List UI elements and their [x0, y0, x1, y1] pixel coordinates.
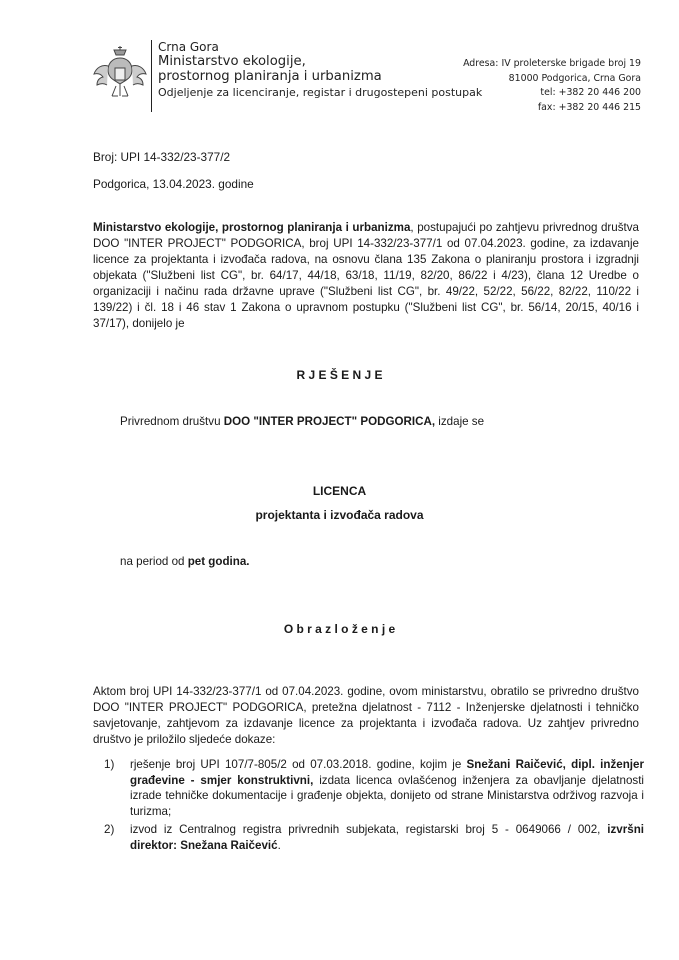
- ministry-bold: Ministarstvo ekologije, prostornog planiranja i urbanizma: [93, 221, 411, 234]
- company-name: DOO "INTER PROJECT" PODGORICA,: [223, 415, 436, 428]
- period-bold: pet godina.: [187, 555, 250, 568]
- institution-block: [158, 40, 482, 100]
- period-pre: na period od: [120, 555, 188, 568]
- document-number: Broj: UPI 14-332/23-377/2: [93, 150, 231, 164]
- reasoning-paragraph: Aktom broj UPI 14-332/23-377/1 od 07.04.2023. godine, ovom ministarstvu, obratilo se privredno društvo DOO "INTER PROJECT" PODGORICA, pretežna djelatnost - 7112 - Inženjerske djelatnosti i tehničko savjetovanje, zahtjevom za izdavanje licence za projektanta i izvođača radova. Uz zahtjev privredno društvo je priložilo sljedeće dokaze:: [93, 685, 639, 746]
- ministry-name-line2: prostornog planiranja i urbanizma: [158, 69, 382, 85]
- place-date: Podgorica, 13.04.2023. godine: [93, 177, 254, 191]
- proofs-list: [104, 757, 644, 856]
- list-item: [104, 822, 644, 853]
- proof-bold: izvršni direktor: Snežana Raičević: [130, 823, 644, 852]
- proof-text-post: .: [277, 838, 281, 852]
- license-subtitle: projektanta i izvođača radova: [255, 508, 424, 522]
- decision-paragraph: [120, 414, 640, 430]
- address-block: [463, 57, 641, 115]
- address-city: 81000 Podgorica, Crna Gora: [508, 72, 641, 84]
- intro-text: , postupajući po zahtjevu privrednog društva DOO "INTER PROJECT" PODGORICA, broj UPI 14-332/23-377/1 od 07.04.2023. godine, za izdavanje licence za projektanta i izvođača radova, na osnovu člana 135 Zakona o planiranju prostora i izgradnji objekata ("Službeni list CG", br. 64/17, 44/18, 63/18, 11/19, 82/20, 86/22 i 4/23), člana 12 Uredbe o organizaciji i načinu rada državne uprave ("Službeni list CG", br. 49/22, 52/22, 56/22, 82/22, 110/22 i 139/22) i čl. 18 i 46 stav 1 Zakona o upravnom postupku ("Službeni list CG", br. 56/14, 20/15, 40/16 i 37/17), donijelo je: [93, 221, 640, 330]
- department-name: Odjeljenje za licenciranje, registar i drugostepeni postupak: [158, 85, 483, 99]
- reasoning-heading: O b r a z l o ž e n j e: [283, 622, 396, 636]
- ministry-name-line1: Ministarstvo ekologije,: [158, 54, 306, 70]
- address-street: Adresa: IV proleterske brigade broj 19: [463, 58, 641, 69]
- list-number: 2): [104, 823, 115, 836]
- proof-text-pre: izvod iz Centralnog registra privrednih subjekata, registarski broj 5 - 0649066 / 002,: [130, 823, 608, 836]
- decision-heading: R J E Š E N J E: [296, 368, 383, 382]
- intro-paragraph: [93, 220, 639, 332]
- proof-text-pre: rješenje broj UPI 107/7-805/2 od 07.03.2018. godine, kojim je: [130, 758, 467, 771]
- country-name: Crna Gora: [158, 40, 219, 54]
- coat-of-arms-icon: [92, 44, 148, 106]
- license-period: [120, 554, 600, 570]
- decision-pre: Privrednom društvu: [120, 415, 224, 428]
- header-divider: [151, 40, 152, 112]
- list-number: 1): [104, 758, 115, 771]
- decision-post: izdaje se: [435, 415, 485, 428]
- phone-number: tel: +382 20 446 200: [540, 87, 641, 99]
- list-item: [104, 757, 644, 819]
- fax-number: fax: +382 20 446 215: [537, 101, 641, 113]
- proof-bold: Snežani Raičević, dipl. inženjer građevine - smjer konstruktivni,: [130, 758, 644, 787]
- license-title: LICENCA: [312, 484, 367, 498]
- proof-text-post: izdata licenca ovlašćenog inženjera za obavljanje djelatnosti izrade tehničke dokumentacije i građenje objekta, donijeto od strane Ministarstva održivog razvoja i turizma;: [130, 773, 644, 818]
